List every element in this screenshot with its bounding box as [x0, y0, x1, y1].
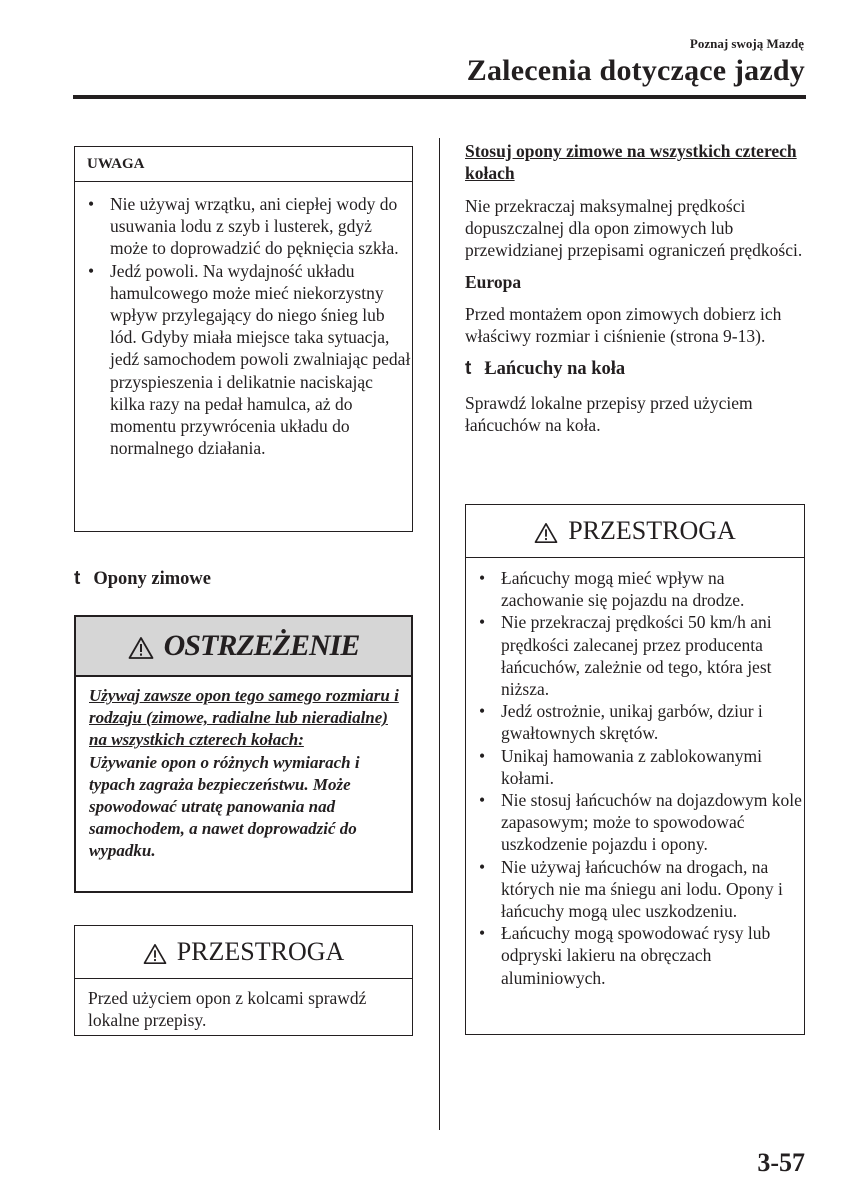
caution-item: • Nie przekraczaj prędkości 50 km/h ani prędkości zalecanej przez producenta łańcuchów, zależnie od tego, która jest niższa.	[466, 611, 804, 700]
chapter-label: Poznaj swoją Mazdę	[689, 36, 804, 51]
caution-item: • Łańcuchy mogą mieć wpływ na zachowanie się pojazdu na drodze.	[466, 567, 804, 611]
column-divider	[439, 138, 440, 1130]
caution-box-chains	[465, 504, 805, 1035]
section-marker: t	[465, 358, 472, 380]
section-title: Opony zimowe	[93, 569, 212, 589]
page-number: 3-57	[757, 1148, 805, 1177]
warning-heading-text: OSTRZEŻENIE	[163, 629, 360, 662]
notice-item: • Nie używaj wrzątku, ani ciepłej wody do usuwania lodu z szyb i lusterek, gdyż może to doprowadzić do pęknięcia szkła.	[75, 193, 412, 260]
subheading-all-wheels: Stosuj opony zimowe na wszystkich czterech kołach	[465, 141, 797, 183]
caution-heading	[466, 505, 804, 558]
caution-list	[466, 558, 804, 989]
notice-list	[75, 182, 412, 459]
section-chains	[465, 358, 805, 380]
warning-heading	[76, 617, 411, 677]
notice-heading: UWAGA	[75, 147, 412, 182]
warning-text: Używanie opon o różnych wymiarach i typach zagraża bezpieczeństwu. Może spowodować utratę panowania nad samochodem, a nawet doprowadzić do wypadku.	[89, 752, 360, 861]
caution-item: • Nie używaj łańcuchów na drogach, na których nie ma śniegu ani lodu. Opony i łańcuchy mogą ulec uszkodzeniu.	[466, 856, 804, 923]
page-title: Zalecenia dotyczące jazdy	[466, 54, 805, 87]
right-column	[465, 138, 805, 437]
warning-box	[74, 615, 413, 893]
caution-heading-text: PRZESTROGA	[568, 516, 736, 545]
caution-text: Przed użyciem opon z kolcami sprawdź lokalne przepisy.	[88, 988, 367, 1030]
warning-triangle-icon	[534, 522, 558, 544]
warning-lead: Używaj zawsze opon tego samego rozmiaru i rodzaju (zimowe, radialne lub nieradialne) na wszystkich czterech kołach:	[89, 686, 399, 750]
warning-body	[76, 677, 411, 863]
notice-box	[74, 146, 413, 532]
caution-heading-text: PRZESTROGA	[176, 937, 345, 966]
caution-heading	[75, 926, 412, 979]
caution-item: • Nie stosuj łańcuchów na dojazdowym kole zapasowym; może to spowodować uszkodzenie pojazdu i opony.	[466, 789, 804, 856]
europe-label: Europa	[465, 271, 522, 292]
notice-item: • Jedź powoli. Na wydajność układu hamulcowego może mieć niekorzystny wpływ przylegający do niego śnieg lub lód. Gdyby miała miejsce taka sytuacja, jedź samochodem powoli zwalniając pedał przyspieszenia i delikatnie naciskając kilka razy na pedał hamulca, aż do momentu przywrócenia układu do normalnego działania.	[75, 260, 412, 460]
caution-item: • Unikaj hamowania z zablokowanymi kołami.	[466, 745, 804, 789]
paragraph-europe: Przed montażem opon zimowych dobierz ich właściwy rozmiar i ciśnienie (strona 9-13).	[465, 303, 782, 347]
caution-item: • Jedź ostrożnie, unikaj garbów, dziur i gwałtownych skrętów.	[466, 700, 804, 744]
caution-box-studs	[74, 925, 413, 1036]
section-title: Łańcuchy na koła	[484, 359, 626, 380]
warning-triangle-icon	[143, 943, 167, 965]
section-marker: t	[74, 568, 81, 589]
header-rule	[73, 95, 806, 99]
warning-triangle-icon	[128, 636, 154, 660]
paragraph-speed: Nie przekraczaj maksymalnej prędkości dopuszczalnej dla opon zimowych lub przewidzianej przepisami ograniczeń prędkości.	[465, 196, 803, 261]
caution-item: • Łańcuchy mogą spowodować rysy lub odpryski lakieru na obręczach aluminiowych.	[466, 922, 804, 989]
paragraph-chains: Sprawdź lokalne przepisy przed użyciem łańcuchów na koła.	[465, 393, 753, 436]
section-winter-tires	[74, 568, 211, 590]
